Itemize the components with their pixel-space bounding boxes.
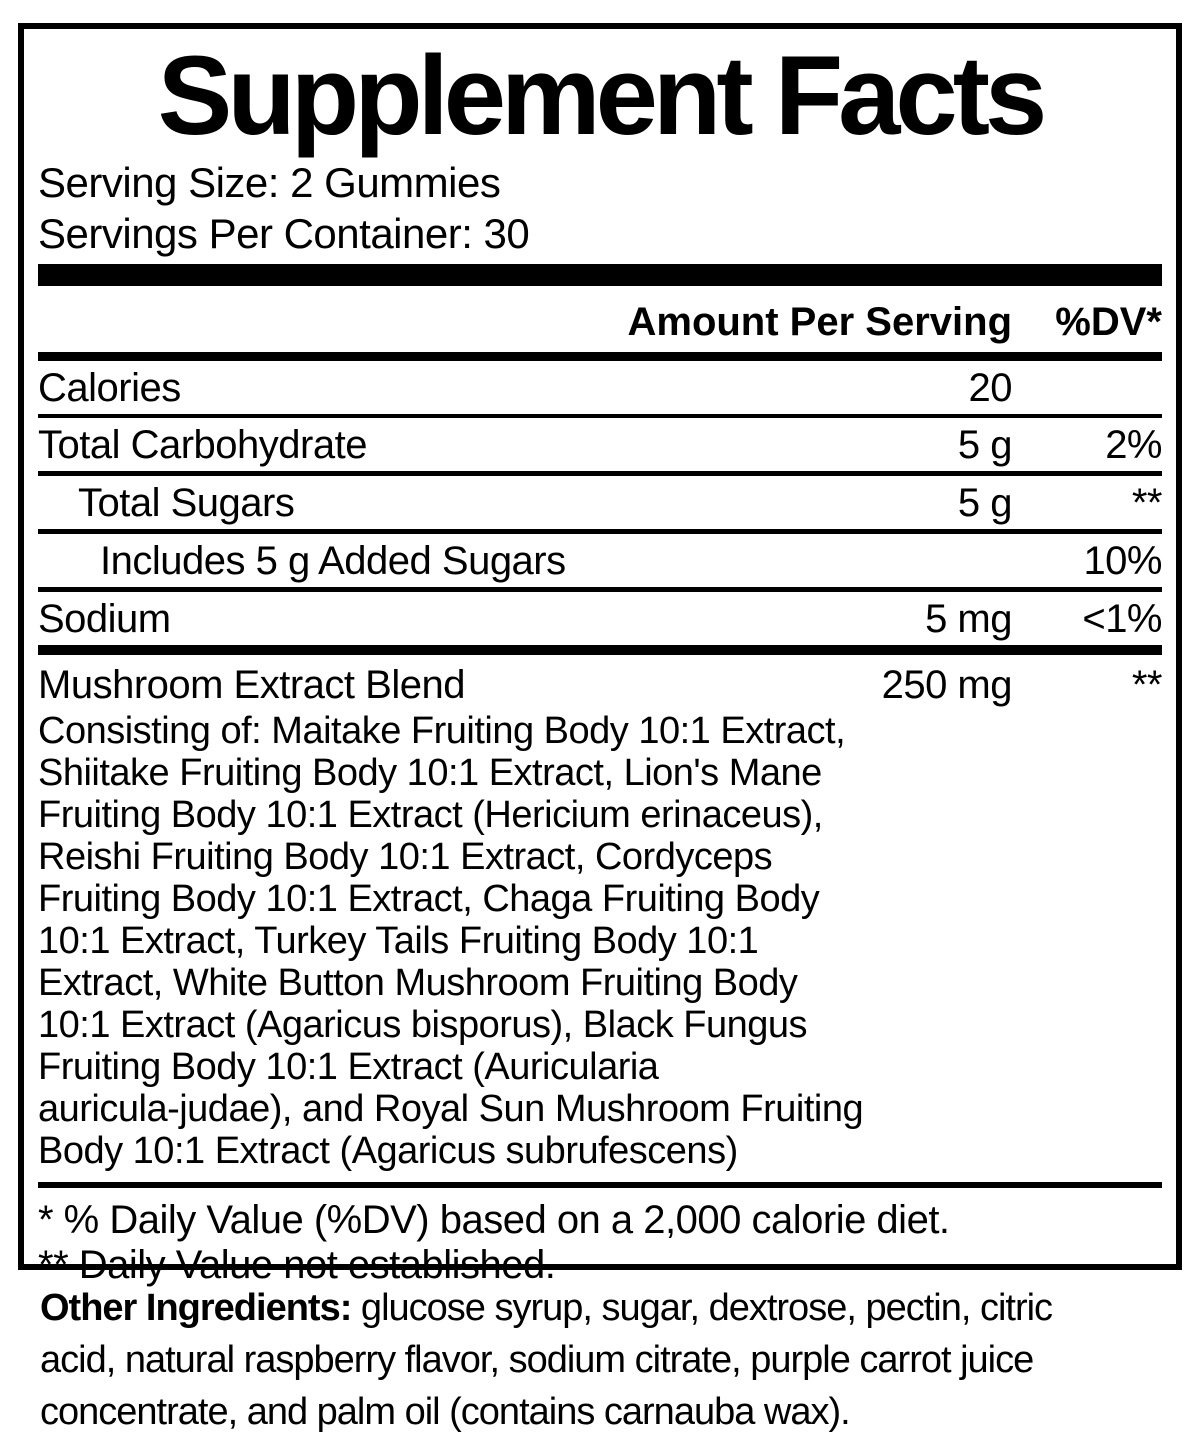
footnotes (38, 1188, 1162, 1288)
nutrient-name: Total Sugars (78, 481, 295, 525)
footnote-daily-value: * % Daily Value (%DV) based on a 2,000 calorie diet. (38, 1198, 950, 1242)
footnote-not-established: ** Daily Value not established. (38, 1243, 556, 1287)
nutrient-name: Total Carbohydrate (38, 423, 367, 467)
nutrient-dv: <1% (1082, 597, 1162, 641)
nutrient-amount: 5 g (957, 481, 1012, 525)
table-header-row (38, 286, 1162, 361)
nutrient-dv: 10% (1083, 539, 1162, 583)
table-row-mushroom-extract-blend (38, 661, 1162, 710)
blend-description-line: Reishi Fruiting Body 10:1 Extract, Cordyceps (38, 836, 773, 878)
nutrient-name: Calories (38, 366, 181, 410)
header-percent-dv: %DV* (1055, 300, 1162, 344)
other-ingredients-line (40, 1282, 1190, 1334)
mushroom-blend-section (38, 655, 1162, 1188)
section-divider-bar (38, 264, 1162, 286)
nutrient-amount: 250 mg (881, 663, 1012, 707)
table-row-calories (38, 361, 1162, 418)
blend-description (38, 710, 1162, 1172)
blend-description-line: Extract, White Button Mushroom Fruiting Body (38, 962, 798, 1004)
other-ingredients-line: concentrate, and palm oil (contains carnauba wax). (40, 1391, 850, 1433)
blend-description-line: Body 10:1 Extract (Agaricus subrufescens) (38, 1130, 738, 1172)
serving-info (38, 157, 1162, 259)
nutrient-name: Sodium (38, 597, 171, 641)
nutrient-amount: 20 (968, 366, 1012, 410)
supplement-facts-panel (18, 23, 1182, 1287)
panel-title: Supplement Facts (157, 33, 1043, 158)
nutrient-dv: ** (1131, 663, 1162, 707)
blend-description-line: auricula-judae), and Royal Sun Mushroom Fruiting (38, 1088, 864, 1130)
nutrient-amount: 5 g (957, 423, 1012, 467)
nutrient-amount: 5 mg (925, 597, 1012, 641)
serving-size: Serving Size: 2 Gummies (38, 159, 501, 206)
nutrient-dv: ** (1131, 481, 1162, 525)
blend-description-line: Shiitake Fruiting Body 10:1 Extract, Lion's Mane (38, 752, 822, 794)
blend-description-line: Fruiting Body 10:1 Extract, Chaga Fruiting Body (38, 878, 820, 920)
blend-description-line: Consisting of: Maitake Fruiting Body 10:1 Extract, (38, 710, 846, 752)
table-row-total-sugars (38, 476, 1162, 534)
blend-description-line: Fruiting Body 10:1 Extract (Hericium erinaceus), (38, 794, 823, 836)
table-row-added-sugars (38, 534, 1162, 592)
blend-description-line: 10:1 Extract, Turkey Tails Fruiting Body 10:1 (38, 920, 759, 962)
other-ingredients (40, 1282, 1190, 1438)
header-amount-per-serving: Amount Per Serving (627, 300, 1012, 344)
table-row-total-carbohydrate (38, 418, 1162, 476)
blend-description-line: Fruiting Body 10:1 Extract (Auricularia (38, 1046, 659, 1088)
other-ingredients-text: glucose syrup, sugar, dextrose, pectin, citric (351, 1287, 1053, 1329)
blend-description-line: 10:1 Extract (Agaricus bisporus), Black Fungus (38, 1004, 808, 1046)
table-row-sodium (38, 592, 1162, 655)
servings-per-container: Servings Per Container: 30 (38, 210, 530, 257)
nutrient-dv: 2% (1105, 423, 1162, 467)
nutrient-name: Includes 5 g Added Sugars (100, 539, 566, 583)
other-ingredients-line: acid, natural raspberry flavor, sodium citrate, purple carrot juice (40, 1339, 1034, 1381)
other-ingredients-label: Other Ingredients: (40, 1287, 352, 1329)
nutrient-name: Mushroom Extract Blend (38, 663, 465, 707)
